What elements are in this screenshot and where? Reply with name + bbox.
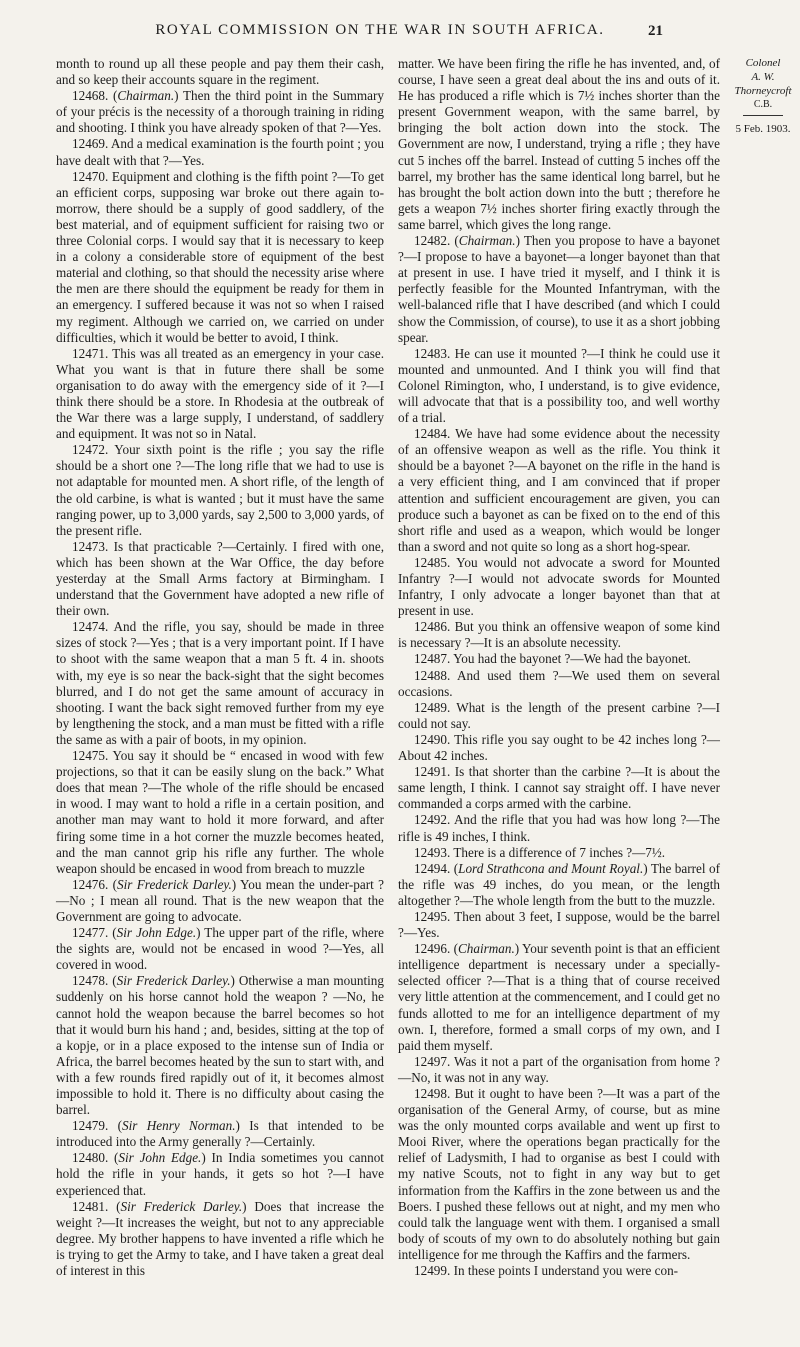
paragraph: 12488. And used them ?—We used them on several occasions.	[398, 667, 720, 699]
paragraph: 12473. Is that practicable ?—Certainly. I fired with one, which has been shown at the War Office, the day before yesterday at the Small Arms factory at Birmingham. I understand that the Government have adopted a new rifle of their own.	[56, 538, 384, 619]
paragraph: 12496. (Chairman.) Your seventh point is that an efficient intelligence department is necessary under a specially-selected officer ?—That is a thing that of course received very little attention at the commencement, and I could get no funds allotted to me for an intelligence department of my own. I, therefore, formed a small corps of my own, and I paid them myself.	[398, 941, 720, 1053]
paragraph: 12491. Is that shorter than the carbine ?—It is about the same length, I think. I cannot say straight off. I have never commanded a corps armed with the carbine.	[398, 764, 720, 812]
paragraph: 12483. He can use it mounted ?—I think he could use it mounted and unmounted. And I think you will find that Colonel Rimington, who, I understand, is to give evidence, will advocate that that is a possibility too, and well worthy of a trial.	[398, 345, 720, 426]
page-header	[0, 22, 800, 44]
paragraph: 12481. (Sir Frederick Darley.) Does that increase the weight ?—It increases the weight, but not to any appreciable degree. My brother happens to have invented a rifle which he is trying to get the Army to take, and I have taken a great deal of interest in this	[56, 1198, 384, 1279]
paragraph: 12489. What is the length of the present carbine ?—I could not say.	[398, 699, 720, 731]
paragraph: 12476. (Sir Frederick Darley.) You mean the under-part ?—No ; I mean all round. That is the new weapon that the Government are going to advocate.	[56, 876, 384, 924]
paragraph: 12479. (Sir Henry Norman.) Is that intended to be introduced into the Army generally ?—Certainly.	[56, 1118, 384, 1150]
paragraph: 12484. We have had some evidence about the necessity of an offensive weapon as well as the rifle. You think it should be a bayonet ?—A bayonet on the rifle in the hand is a very efficient thing, and I am convinced that if proper attention and sufficient encouragement are given, you can produce such a bayonet as can be fixed on to the end of this short rifle and used as a weapon, which would be longer than a sword and not quite so long as a short hog-spear.	[398, 426, 720, 554]
paragraph: month to round up all these people and pay them their cash, and so keep their accounts square in the regiment.	[56, 56, 384, 88]
paragraph: 12478. (Sir Frederick Darley.) Otherwise a man mounting suddenly on his horse cannot hold the weapon ? —No, he cannot hold the weapon because the barrel becomes so hot that it would burn his hand ; and, besides, sitting at the top of a kopje, or in a place exposed to the intense sun of India or Africa, the barrel becomes heated by the sun to start with, and with a few rounds fired rapidly out of it, it becomes almost impossible to hold it. There is no difficulty about casing the barrel.	[56, 973, 384, 1118]
paragraph: 12472. Your sixth point is the rifle ; you say the rifle should be a short one ?—The long rifle that we had to use is not adaptable for mounted men. A short rifle, of the length of the old carbine, is what is wanted ; but it must have the same ranging power, up to 3,000 yards, say 2,500 to 3,000 yards, of the present rifle.	[56, 442, 384, 538]
paragraph: 12497. Was it not a part of the organisation from home ?—No, it was not in any way.	[398, 1053, 720, 1085]
paragraph: 12468. (Chairman.) Then the third point in the Summary of your précis is the necessity of a thorough training in riding and shooting. I think you have already spoken of that ?—Yes.	[56, 88, 384, 136]
paragraph: matter. We have been firing the rifle he has invented, and, of course, I have seen a great deal about the ins and outs of it. He has produced a rifle which is 7½ inches shorter than the present Government weapon, with the same barrel, by bringing the bolt action down into the stock. The Government are now, I understand, trying a rifle ; they have cut 5 inches off the barrel. Instead of cutting 5 inches off the barrel, my brother has the same identical long barrel, but he has brought the bolt action down into the butt ; therefore he gets a weapon 7½ inches shorter firing exactly through the same barrel, which gives the long range.	[398, 56, 720, 232]
paragraph: 12492. And the rifle that you had was how long ?—The rifle is 49 inches, I think.	[398, 812, 720, 844]
paragraph: 12493. There is a difference of 7 inches ?—7½.	[414, 844, 666, 860]
witness-rank: Colonel	[745, 57, 781, 69]
margin-rule	[743, 115, 783, 116]
right-column	[398, 56, 720, 1279]
paragraph: 12471. This was all treated as an emergency in your case. What you want is that in future there shall be some organisation to do away with the emergency side of it ?—I think there should be a store. In Rhodesia at the outbreak of the War there was a large supply, I understand, of saddlery and equipment. It was not so in Natal.	[56, 345, 384, 442]
paragraph: 12477. (Sir John Edge.) The upper part of the rifle, where the sights are, would not be encased in wood ?—Yes, all covered in wood.	[56, 925, 384, 973]
witness-name: Thorneycroft	[734, 85, 792, 97]
paragraph: 12494. (Lord Strathcona and Mount Royal.) The barrel of the rifle was 49 inches, do you mean, or the length altogether ?—The whole length from the butt to the muzzle.	[398, 860, 720, 908]
witness-honour: C.B.	[753, 99, 773, 110]
paragraph: 12499. In these points I understand you were con-	[414, 1263, 679, 1279]
paragraph: 12474. And the rifle, you say, should be made in three sizes of stock ?—Yes ; that is a very important point. If I have to shoot with the same weapon that a man 5 ft. 4 in. shoots with, my eye is so near the back-sight that the sight becomes blurred, and I do not get the same amount of accuracy in shooting. I want the back sight removed further from my eye by lengthening the stock, and a man must be fitted with a rifle the same as with a pair of boots, in my opinion.	[56, 619, 384, 747]
paragraph: 12490. This rifle you say ought to be 42 inches long ?—About 42 inches.	[398, 731, 720, 764]
witness-date: 5 Feb. 1903.	[735, 123, 791, 135]
margin-note	[730, 56, 796, 136]
paragraph: 12470. Equipment and clothing is the fifth point ?—To get an efficient corps, supposing war broke out there again to-morrow, there should be a supply of good saddlery, of the best material, and of equipment sufficient for raising two or three Colonial corps. I would say that it is necessary to keep in a colony a considerable store of equipment of the best material and clothing, so that should the necessity arise where the men are there should the equipment be ready for them in an emergency. I suffered because it was not so when I raised my regiment. Although we carried on, we carried on under difficulties, which it would be better to avoid, I think.	[56, 168, 384, 345]
paragraph: 12486. But you think an offensive weapon of some kind is necessary ?—It is an absolute necessity.	[398, 619, 720, 651]
left-column	[56, 56, 384, 1279]
paragraph: 12482. (Chairman.) Then you propose to have a bayonet ?—I propose to have a bayonet—a longer bayonet than that at present in use. I have tried it myself, and I think it is perfectly feasible for the Mounted Infantryman, with the well-balanced rifle that I have described (and which I could show the Commission, of course), to use it as a short jobbing spear.	[398, 233, 720, 345]
paragraph: 12487. You had the bayonet ?—We had the bayonet.	[414, 651, 691, 667]
running-title: ROYAL COMMISSION ON THE WAR IN SOUTH AFRICA.	[155, 22, 605, 38]
page-number: 21	[648, 23, 663, 39]
paragraph: 12480. (Sir John Edge.) In India sometimes you cannot hold the rifle in your hands, it gets so hot ?—I have experienced that.	[56, 1150, 384, 1198]
paragraph: 12469. And a medical examination is the fourth point ; you have dealt with that ?—Yes.	[56, 136, 384, 168]
paragraph: 12495. Then about 3 feet, I suppose, would be the barrel ?—Yes.	[398, 908, 720, 941]
paragraph: 12498. But it ought to have been ?—It was a part of the organisation of the General Army, of course, but as mine was the only mounted corps available and went up first to Mooi River, where the operations began practically for the relief of Ladysmith, I had to organise as best I could with my native Scouts, not to fight in any way but to get information from the Kaffirs in the zone between us and the Boers. I pushed these fellows out at night, and my men who could talk the language went with them. I organised a small body of scouts of my own to do absolutely nothing but gain intelligence for me through the Kaffirs and the farmers.	[398, 1086, 720, 1262]
paragraph: 12475. You say it should be “ encased in wood with few projections, so that it can be easily slung on the back.” What does that mean ?—The whole of the rifle should be encased in wood. I may want to hold a rifle in a certain position, and another man may want to hold it more forward, and after firing some time in a hot corner the muzzle becomes heated, and the man cannot grip his rifle any further. The whole weapon should be encased in wood from breach to muzzle	[56, 748, 384, 876]
witness-initials: A. W.	[751, 71, 775, 83]
paragraph: 12485. You would not advocate a sword for Mounted Infantry ?—I would not advocate swords for Mounted Infantry, I only advocate a longer bayonet than that at present in use.	[398, 554, 720, 619]
